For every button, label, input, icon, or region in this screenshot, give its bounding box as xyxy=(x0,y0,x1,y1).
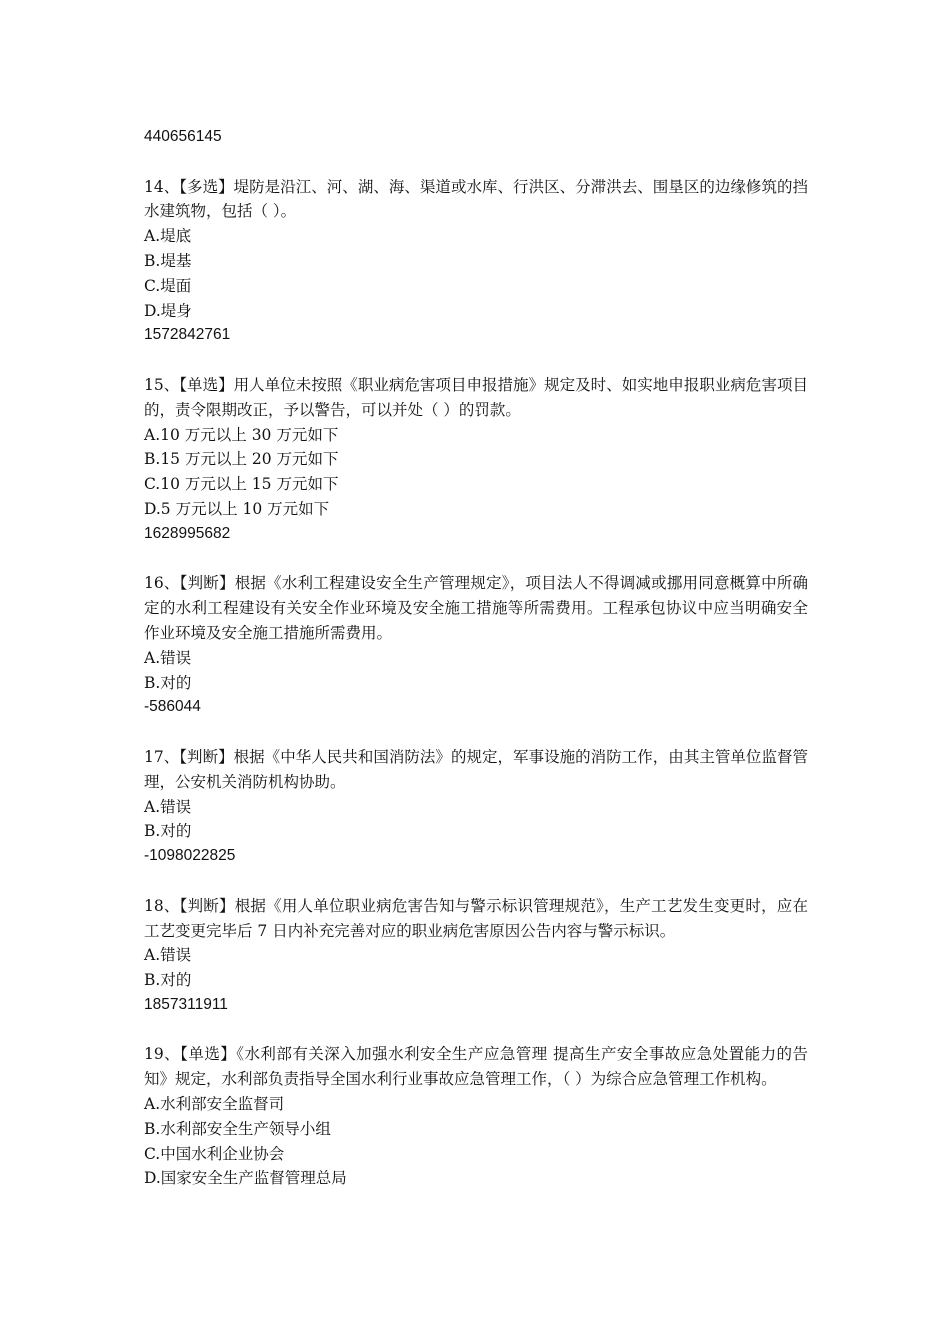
option-d: D.国家安全生产监督管理总局 xyxy=(144,1169,347,1188)
option-d: D.堤身 xyxy=(144,301,192,320)
question-16 xyxy=(144,571,808,720)
option-a: A.堤底 xyxy=(144,227,192,246)
question-14 xyxy=(144,175,808,349)
question-text: 19、【单选】《水利部有关深入加强水利安全生产应急管理 提高生产安全事故应急处置能力的告知》规定，水利部负责指导全国水利行业事故应急管理工作，（ ）为综合应急管理工作机构。 xyxy=(144,1045,808,1089)
option-b: B.堤基 xyxy=(144,251,192,270)
option-c: C.10 万元以上 15 万元如下 xyxy=(144,475,339,494)
question-18 xyxy=(144,894,808,1018)
answer-code: 440656145 xyxy=(144,128,222,145)
option-a: A.错误 xyxy=(144,648,192,667)
option-c: C.堤面 xyxy=(144,276,192,295)
option-b: B.15 万元以上 20 万元如下 xyxy=(144,450,339,469)
question-text: 16、【判断】根据《水利工程建设安全生产管理规定》，项目法人不得调减或挪用同意概算中所确定的水利工程建设有关安全作业环境及安全施工措施等所需费用。工程承包协议中应当明确安全作业环境及安全施工措施所需费用。 xyxy=(144,574,808,642)
document-body xyxy=(144,125,808,1191)
question-17 xyxy=(144,745,808,869)
option-b: B.对的 xyxy=(144,673,192,692)
option-c: C.中国水利企业协会 xyxy=(144,1144,285,1163)
option-a: A.水利部安全监督司 xyxy=(144,1095,285,1114)
option-a: A.错误 xyxy=(144,946,192,965)
answer-code: 1628995682 xyxy=(144,524,231,542)
answer-code: 1857311911 xyxy=(144,995,228,1013)
option-d: D.5 万元以上 10 万元如下 xyxy=(144,499,330,518)
question-text: 18、【判断】根据《用人单位职业病危害告知与警示标识管理规范》，生产工艺发生变更时，应在工艺变更完毕后 7 日内补充完善对应的职业病危害原因公告内容与警示标识。 xyxy=(144,896,808,940)
answer-code: -1098022825 xyxy=(144,847,236,865)
option-b: B.水利部安全生产领导小组 xyxy=(144,1119,331,1138)
option-a: A.10 万元以上 30 万元如下 xyxy=(144,425,339,444)
question-text: 17、【判断】根据《中华人民共和国消防法》的规定，军事设施的消防工作，由其主管单位监督管理，公安机关消防机构协助。 xyxy=(144,747,808,791)
question-19 xyxy=(144,1042,808,1191)
option-b: B.对的 xyxy=(144,971,192,990)
question-15 xyxy=(144,373,808,547)
option-a: A.错误 xyxy=(144,797,192,816)
question-text: 14、【多选】堤防是沿江、河、湖、海、渠道或水库、行洪区、分滞洪去、围垦区的边缘修筑的挡水建筑物，包括（ ）。 xyxy=(144,177,808,221)
answer-code: -586044 xyxy=(144,698,201,716)
answer-code: 1572842761 xyxy=(144,326,231,344)
option-b: B.对的 xyxy=(144,822,192,841)
question-text: 15、【单选】用人单位未按照《职业病危害项目申报措施》规定及时、如实地申报职业病危害项目的，责令限期改正，予以警告，可以并处（ ）的罚款。 xyxy=(144,375,808,419)
